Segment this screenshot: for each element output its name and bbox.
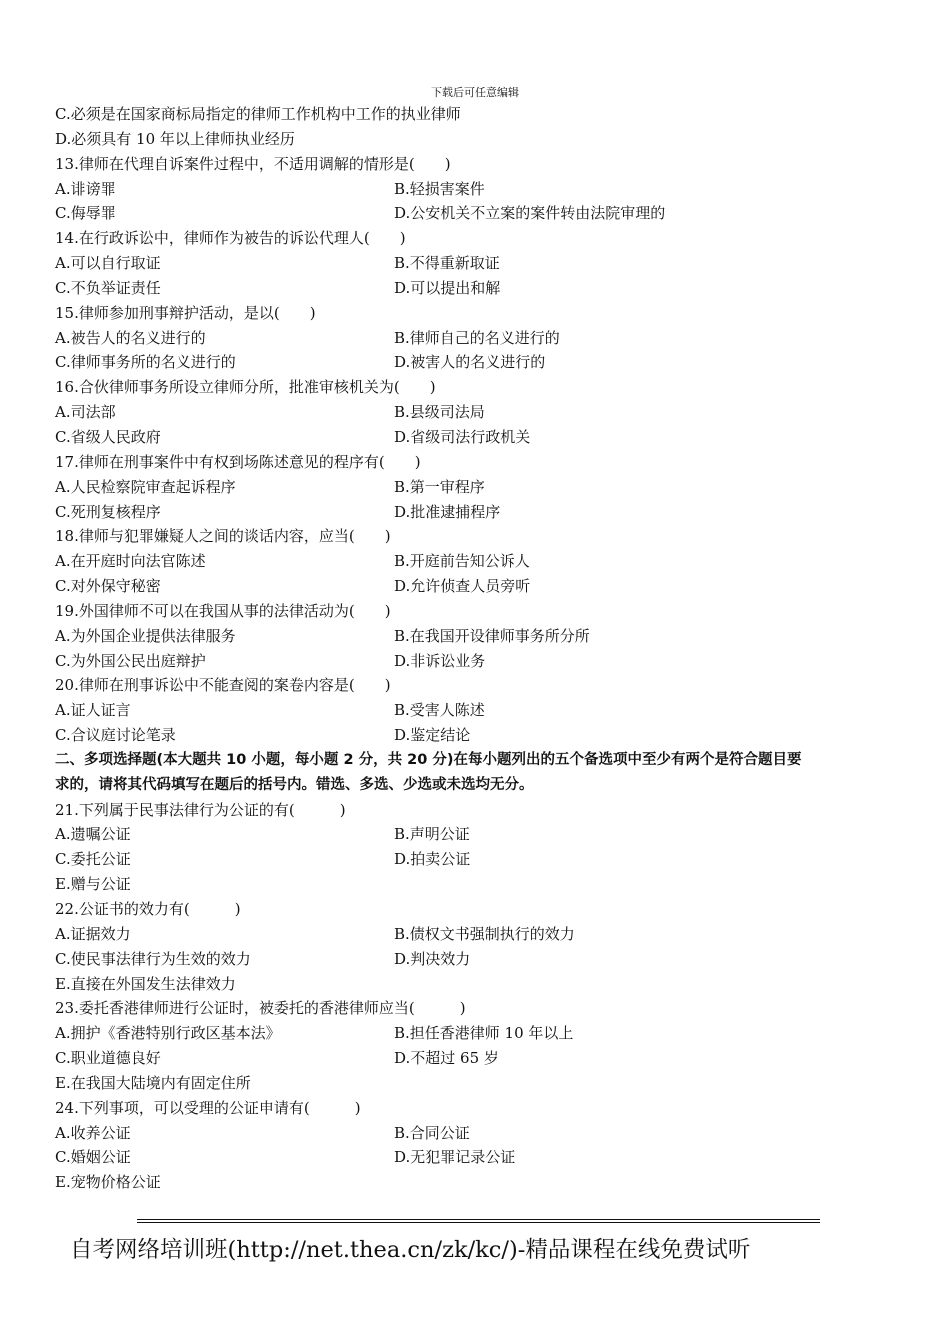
option-c: C.使民事法律行为生效的效力	[55, 949, 251, 968]
option-c: C.为外国公民出庭辩护	[55, 651, 206, 670]
option-c: C.对外保守秘密	[55, 577, 161, 596]
section-2-heading: 二、多项选择题(本大题共 10 小题，每小题 2 分，共 20 分)在每小题列出的五个备选项中至少有两个是符合题目要	[55, 751, 802, 768]
option-c: C.省级人民政府	[55, 427, 161, 446]
option-c: C.合议庭讨论笔录	[55, 726, 176, 745]
option-d: D.公安机关不立案的案件转由法院审理的	[394, 204, 666, 223]
option-d: D.被害人的名义进行的	[394, 353, 546, 372]
option-d: D.不超过 65 岁	[394, 1049, 499, 1068]
exam-content	[55, 102, 900, 1195]
option-c: C.职业道德良好	[55, 1049, 161, 1068]
section-2-heading-cont: 求的，请将其代码填写在题后的括号内。错选、多选、少选或未选均无分。	[55, 776, 534, 793]
question-20-options-ab	[55, 698, 900, 723]
option-d: D.可以提出和解	[394, 278, 501, 297]
question-17-stem: 17.律师在刑事案件中有权到场陈述意见的程序有( )	[55, 452, 421, 471]
option-b: B.轻损害案件	[394, 179, 485, 198]
option-a: A.证据效力	[55, 924, 131, 943]
option-b: B.受害人陈述	[394, 701, 485, 720]
question-14-options-cd	[55, 276, 900, 301]
question-24-options-cd	[55, 1145, 900, 1170]
question-14-options-ab	[55, 251, 900, 276]
option-line: C.必须是在国家商标局指定的律师工作机构中工作的执业律师	[55, 105, 461, 123]
question-22-stem: 22.公证书的效力有( )	[55, 900, 241, 918]
option-e: E.在我国大陆境内有固定住所	[55, 1073, 251, 1092]
option-c: C.侮辱罪	[55, 204, 116, 223]
option-b: B.县级司法局	[394, 403, 485, 422]
question-16-stem: 16.合伙律师事务所设立律师分所，批准审核机关为( )	[55, 378, 436, 397]
question-21-options-ab	[55, 822, 900, 847]
question-24-stem: 24.下列事项，可以受理的公证申请有( )	[55, 1098, 361, 1117]
option-a: A.收养公证	[55, 1123, 131, 1142]
question-19-options-cd	[55, 649, 900, 674]
question-18-options-ab	[55, 549, 900, 574]
option-b: B.在我国开设律师事务所分所	[394, 626, 590, 645]
question-21-options-cd	[55, 847, 900, 872]
option-d: D.允许侦查人员旁听	[394, 577, 531, 596]
question-23-options-ab	[55, 1021, 900, 1046]
question-23-options-cd	[55, 1046, 900, 1071]
option-a: A.司法部	[55, 403, 116, 422]
footer-divider	[137, 1219, 820, 1223]
option-d: D.批准逮捕程序	[394, 502, 501, 521]
question-19-stem: 19.外国律师不可以在我国从事的法律活动为( )	[55, 601, 391, 620]
question-19-options-ab	[55, 624, 900, 649]
question-16-options-ab	[55, 400, 900, 425]
option-b: B.律师自己的名义进行的	[394, 328, 560, 347]
option-b: B.声明公证	[394, 825, 470, 844]
question-21-stem: 21.下列属于民事法律行为公证的有( )	[55, 800, 346, 819]
question-23-stem: 23.委托香港律师进行公证时，被委托的香港律师应当( )	[55, 999, 466, 1018]
question-24-options-ab	[55, 1121, 900, 1146]
option-b: B.开庭前告知公诉人	[394, 552, 530, 571]
question-15-stem: 15.律师参加刑事辩护活动，是以( )	[55, 303, 316, 322]
option-a: A.诽谤罪	[55, 179, 116, 198]
option-line: D.必须具有 10 年以上律师执业经历	[55, 129, 295, 148]
question-22-options-ab	[55, 922, 900, 947]
option-d: D.非诉讼业务	[394, 651, 486, 670]
option-c: C.律师事务所的名义进行的	[55, 353, 236, 372]
option-b: B.合同公证	[394, 1123, 470, 1142]
question-20-stem: 20.律师在刑事诉讼中不能查阅的案卷内容是( )	[55, 676, 391, 695]
question-16-options-cd	[55, 425, 900, 450]
option-e: E.直接在外国发生法律效力	[55, 974, 236, 993]
footer-ad: 自考网络培训班(http://net.thea.cn/zk/kc/)-精品课程在线免费试听	[70, 1237, 751, 1263]
option-a: A.人民检察院审查起诉程序	[55, 477, 236, 496]
option-c: C.死刑复核程序	[55, 502, 161, 521]
option-d: D.拍卖公证	[394, 850, 471, 869]
question-13-stem: 13.律师在代理自诉案件过程中，不适用调解的情形是( )	[55, 154, 451, 173]
option-b: B.第一审程序	[394, 477, 485, 496]
option-d: D.鉴定结论	[394, 726, 471, 745]
option-b: B.债权文书强制执行的效力	[394, 924, 575, 943]
option-c: C.不负举证责任	[55, 278, 161, 297]
option-a: A.在开庭时向法官陈述	[55, 552, 206, 571]
question-22-options-cd	[55, 947, 900, 972]
question-14-stem: 14.在行政诉讼中，律师作为被告的诉讼代理人( )	[55, 229, 406, 248]
page-header: 下载后可任意编辑	[431, 86, 519, 99]
option-a: A.遗嘱公证	[55, 825, 131, 844]
option-b: B.担任香港律师 10 年以上	[394, 1024, 574, 1043]
option-a: A.被告人的名义进行的	[55, 328, 206, 347]
question-13-options-ab	[55, 177, 900, 202]
option-a: A.证人证言	[55, 701, 131, 720]
option-d: D.判决效力	[394, 949, 471, 968]
option-c: C.委托公证	[55, 850, 131, 869]
question-17-options-ab	[55, 475, 900, 500]
question-18-options-cd	[55, 574, 900, 599]
option-c: C.婚姻公证	[55, 1148, 131, 1167]
option-d: D.无犯罪记录公证	[394, 1148, 516, 1167]
option-a: A.为外国企业提供法律服务	[55, 626, 236, 645]
option-e: E.赠与公证	[55, 875, 131, 894]
option-e: E.宠物价格公证	[55, 1173, 161, 1192]
question-15-options-cd	[55, 350, 900, 375]
option-a: A.拥护《香港特别行政区基本法》	[55, 1024, 281, 1043]
option-b: B.不得重新取证	[394, 254, 500, 273]
question-17-options-cd	[55, 500, 900, 525]
option-d: D.省级司法行政机关	[394, 427, 531, 446]
question-13-options-cd	[55, 201, 900, 226]
question-20-options-cd	[55, 723, 900, 748]
option-a: A.可以自行取证	[55, 254, 161, 273]
question-18-stem: 18.律师与犯罪嫌疑人之间的谈话内容，应当( )	[55, 527, 391, 546]
question-15-options-ab	[55, 326, 900, 351]
